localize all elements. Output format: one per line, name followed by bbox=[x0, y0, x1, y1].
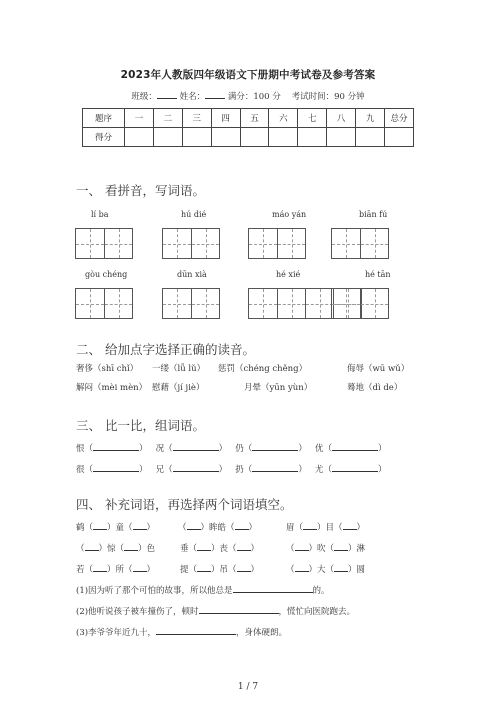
idiom-item: 鹤（ ）童（ ） bbox=[76, 520, 155, 533]
compare-char: 扔 bbox=[235, 465, 244, 475]
word-blank[interactable] bbox=[332, 441, 378, 451]
compare-char: 很 bbox=[76, 465, 85, 475]
section-4-title: 四、 补充词语，再选择两个词语填空。 bbox=[76, 497, 293, 512]
idiom-blank[interactable] bbox=[235, 520, 249, 530]
word-blank[interactable] bbox=[93, 441, 139, 451]
word-blank[interactable] bbox=[173, 462, 219, 472]
sentence-blank[interactable] bbox=[233, 583, 313, 593]
section-1-title: 一、 看拼音，写词语。 bbox=[76, 183, 205, 198]
idiom-blank[interactable] bbox=[124, 541, 138, 551]
idiom-item: （ ）大（ ）圆 bbox=[286, 562, 365, 575]
compare-char: 优 bbox=[314, 444, 324, 454]
writing-grid[interactable] bbox=[331, 288, 389, 319]
idiom-item: 垂（ ）丧（ ） bbox=[180, 541, 259, 554]
score-cell[interactable] bbox=[153, 128, 182, 147]
idiom-blank[interactable] bbox=[303, 520, 317, 530]
word-blank[interactable] bbox=[332, 462, 378, 472]
fill-sentence-3: (3)李爷爷年近九十， ，身体硬朗。 bbox=[76, 625, 287, 638]
pronunciation-item: 奢侈（shī chǐ） bbox=[76, 364, 139, 374]
pinyin-label: hé xié bbox=[276, 270, 301, 279]
pinyin-label: gòu chéng bbox=[85, 270, 128, 279]
compare-char: 仍 bbox=[235, 444, 244, 454]
idiom-item: 若（ ）所（ ） bbox=[76, 562, 155, 575]
score-cell[interactable] bbox=[125, 128, 154, 147]
idiom-blank[interactable] bbox=[295, 541, 309, 551]
idiom-blank[interactable] bbox=[343, 520, 357, 530]
compare-char: 恨 bbox=[76, 444, 85, 454]
header-cell: 五 bbox=[240, 109, 269, 128]
compare-char: 尤 bbox=[314, 465, 324, 475]
writing-grid[interactable] bbox=[75, 288, 133, 319]
compare-char: 况 bbox=[155, 444, 165, 454]
score-table-header bbox=[83, 109, 414, 128]
header-cell: 八 bbox=[327, 109, 356, 128]
idiom-blank[interactable] bbox=[85, 541, 99, 551]
sentence-blank[interactable] bbox=[156, 625, 236, 635]
writing-grid[interactable] bbox=[162, 228, 220, 259]
section-2-title: 二、 给加点字选择正确的读音。 bbox=[76, 342, 255, 357]
pinyin-label: hé tān bbox=[365, 270, 391, 279]
idiom-blank[interactable] bbox=[295, 562, 309, 572]
fill-sentence-1: (1)因为听了那个可怕的故事，所以他总是 的。 bbox=[76, 583, 330, 596]
header-cell: 七 bbox=[298, 109, 327, 128]
word-blank[interactable] bbox=[252, 441, 298, 451]
idiom-blank[interactable] bbox=[187, 520, 201, 530]
pronunciation-item: 解闷（mèi mèn） bbox=[76, 383, 148, 393]
fill-sentence-2: (2)他听说孩子被车撞伤了，顿时 ，慌忙向医院跑去。 bbox=[76, 604, 355, 617]
word-blank[interactable] bbox=[93, 462, 139, 472]
idiom-item: （ ）吹（ ）淋 bbox=[286, 541, 365, 554]
idiom-blank[interactable] bbox=[133, 562, 147, 572]
exam-time: 考试时间：90 分钟 bbox=[291, 92, 365, 102]
page-title: 2023年人教版四年级语文下册期中考试卷及参考答案 bbox=[120, 69, 376, 81]
header-cell: 题序 bbox=[83, 109, 125, 128]
idiom-blank[interactable] bbox=[197, 562, 211, 572]
idiom-blank[interactable] bbox=[197, 541, 211, 551]
word-blank[interactable] bbox=[173, 441, 219, 451]
score-cell[interactable] bbox=[211, 128, 240, 147]
pinyin-label: biān fú bbox=[359, 210, 388, 219]
pronunciation-item: 侮辱（wū wǔ） bbox=[347, 364, 410, 374]
header-cell: 三 bbox=[182, 109, 211, 128]
full-score: 满分：100 分 bbox=[227, 92, 281, 102]
score-cell[interactable] bbox=[269, 128, 298, 147]
name-label: 姓名： bbox=[179, 92, 206, 102]
header-cell: 六 bbox=[269, 109, 298, 128]
pinyin-label: hú dié bbox=[181, 210, 207, 219]
writing-grid[interactable] bbox=[331, 228, 389, 259]
sentence-blank[interactable] bbox=[199, 604, 279, 614]
page-number: 1 / 7 bbox=[237, 682, 259, 692]
section-3-title: 三、 比一比，组词语。 bbox=[76, 418, 205, 433]
compare-char: 兄 bbox=[155, 465, 165, 475]
writing-grid[interactable] bbox=[248, 228, 306, 259]
pronunciation-item: 慰藉（jí jiè） bbox=[152, 383, 205, 393]
compare-row: 很（ ） 兄（ ） 扔（ ） 尤（ ） bbox=[76, 462, 386, 475]
pinyin-label: lí ba bbox=[91, 210, 109, 219]
score-cell[interactable] bbox=[298, 128, 327, 147]
class-blank[interactable] bbox=[157, 90, 177, 99]
idiom-blank[interactable] bbox=[237, 562, 251, 572]
pronunciation-item: 一缕（lǚ lǔ） bbox=[152, 364, 206, 374]
score-table-row bbox=[83, 128, 414, 147]
word-blank[interactable] bbox=[252, 462, 298, 472]
idiom-blank[interactable] bbox=[93, 562, 107, 572]
score-cell[interactable] bbox=[182, 128, 211, 147]
score-row-label: 得分 bbox=[83, 128, 125, 147]
idiom-blank[interactable] bbox=[334, 562, 348, 572]
header-cell: 二 bbox=[153, 109, 182, 128]
header-cell: 总分 bbox=[385, 109, 414, 128]
score-cell[interactable] bbox=[327, 128, 356, 147]
idiom-blank[interactable] bbox=[133, 520, 147, 530]
exam-info bbox=[0, 90, 496, 102]
header-cell: 一 bbox=[125, 109, 154, 128]
pronunciation-item: 蓦地（dì de） bbox=[347, 383, 403, 393]
score-cell[interactable] bbox=[385, 128, 414, 147]
score-cell[interactable] bbox=[240, 128, 269, 147]
score-table bbox=[82, 108, 414, 147]
compare-row: 恨（ ） 况（ ） 仍（ ） 优（ ） bbox=[76, 441, 386, 454]
score-cell[interactable] bbox=[356, 128, 385, 147]
idiom-blank[interactable] bbox=[93, 520, 107, 530]
pronunciation-item: 惩罚（chéng chěng） bbox=[218, 364, 308, 374]
name-blank[interactable] bbox=[205, 90, 225, 99]
writing-grid[interactable] bbox=[162, 288, 220, 319]
class-label: 班级： bbox=[131, 92, 157, 102]
idiom-item: （ ）惊（ ）色 bbox=[76, 541, 155, 554]
writing-grid[interactable] bbox=[75, 228, 133, 259]
idiom-item: 眉（ ）目（ ） bbox=[286, 520, 365, 533]
pinyin-label: máo yán bbox=[272, 210, 307, 219]
idiom-item: （ ）眸皓（ ） bbox=[178, 520, 257, 533]
idiom-blank[interactable] bbox=[334, 541, 348, 551]
idiom-item: 提（ ）吊（ ） bbox=[180, 562, 259, 575]
header-cell: 九 bbox=[356, 109, 385, 128]
pinyin-label: dūn xià bbox=[177, 270, 207, 279]
pronunciation-item: 月晕（yūn yùn） bbox=[244, 383, 313, 393]
header-cell: 四 bbox=[211, 109, 240, 128]
idiom-blank[interactable] bbox=[237, 541, 251, 551]
